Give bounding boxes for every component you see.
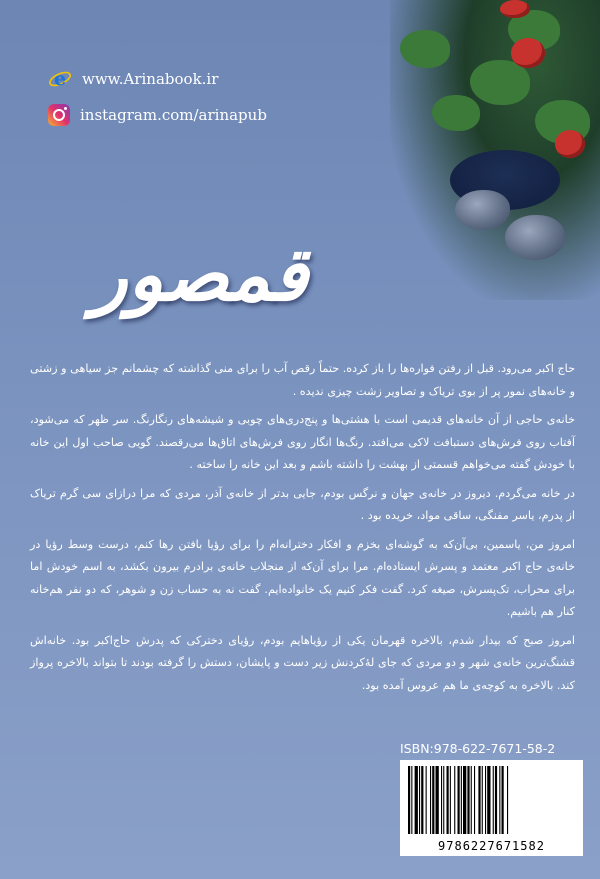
barcode-bar <box>447 766 449 834</box>
barcode-bar <box>458 766 460 834</box>
website-row[interactable] <box>48 68 218 90</box>
barcode <box>400 760 583 856</box>
barcode-bar <box>441 766 442 834</box>
barcode-bar <box>415 766 418 834</box>
barcode-bar <box>495 766 497 834</box>
barcode-bar <box>499 766 500 834</box>
instagram-link[interactable]: instagram.com/arinapub <box>80 106 267 124</box>
barcode-bar <box>493 766 494 834</box>
barcode-bar <box>463 766 466 834</box>
barcode-number: 9786227671582 <box>438 839 545 853</box>
geranium-flower <box>555 130 585 158</box>
barcode-bar <box>443 766 444 834</box>
barcode-bar <box>436 766 439 834</box>
barcode-bar <box>461 766 462 834</box>
isbn-label: ISBN:978-622-7671-58-2 <box>400 741 556 756</box>
barcode-bar <box>454 766 455 834</box>
barcode-bar <box>471 766 472 834</box>
svg-text:e: e <box>53 68 67 90</box>
instagram-icon <box>48 104 70 126</box>
website-link[interactable]: www.Arinabook.ir <box>82 70 219 88</box>
barcode-bar <box>507 766 508 834</box>
pigeon <box>455 190 510 230</box>
blurb-paragraph: امروز صبح که بیدار شدم، بالاخره قهرمان یکی از رؤیاهایم بودم، رؤیای دخترکی که پدرش حاج‌اکبر بود. خانه‌اش قشنگ‌ترین خانه‌ی شهر و دو مردی که جای لهٔ‌کردنش زیر دست و پایشان، دستش را گرفته بودند تا بتواند بالاخره پرواز کند. بالاخره به کوچه‌ی ما هم عروس آمده بود. <box>30 633 575 692</box>
barcode-bar <box>419 766 420 834</box>
barcode-bar <box>467 766 469 834</box>
leaf <box>432 95 480 131</box>
barcode-bar <box>478 766 480 834</box>
barcode-bar <box>450 766 451 834</box>
pigeon <box>505 215 565 260</box>
barcode-bar <box>408 766 410 834</box>
barcode-bar <box>432 766 434 834</box>
barcode-bar <box>502 766 504 834</box>
geranium-flower <box>500 0 530 18</box>
blurb-paragraph: امروز من، یاسمین، بی‌آن‌که به گوشه‌ای بخزم و افکار دخترانه‌ام را برای رؤیا بافتن رها کنم، درست وسط رؤیا در خانه‌ی حاج اکبر معتمد و پسرش ایستاده‌ام. مرا برای آن‌که از منجلاب خانه‌ی برادرم بیرون بکشد، به اسم خودش اما برای محراب، تک‌پسرش، صیغه کرد. گفت فکر کنیم یک خانواده‌ایم. گفت نه به حساب زن و شوهر، که دو نفر هم‌خانه کنار هم باشیم. <box>30 537 575 618</box>
barcode-bar <box>485 766 486 834</box>
geranium-flower <box>511 38 545 68</box>
instagram-row[interactable] <box>48 104 267 126</box>
barcode-bar <box>430 766 431 834</box>
internet-explorer-icon <box>48 68 72 90</box>
barcode-bar <box>487 766 490 834</box>
barcode-bar <box>421 766 423 834</box>
back-cover-blurb <box>30 358 575 703</box>
blurb-paragraph: در خانه می‌گردم. دیروز در خانه‌ی جهان و نرگس بودم، جایی بدتر از خانه‌ی آذر، مردی که مرا درازای سی گرم تریاک از پدرم، یاسر مفنگی، ساقی مواد، خریده بود . <box>30 486 575 522</box>
barcode-bar <box>411 766 412 834</box>
leaf <box>400 30 450 68</box>
barcode-bars <box>408 766 575 834</box>
book-title: قمصور <box>91 232 309 318</box>
cover-photo-plants-pigeons <box>390 0 600 300</box>
blurb-paragraph: حاج اکبر می‌رود. قبل از رفتن فواره‌ها را باز کرده. حتماً رقص آب را برای منی گذاشته که چشمانم جز سیاهی و زشتی و خانه‌های نمور پر از بوی تریاک و تصاویر زشت چیزی ندیده . <box>30 362 575 398</box>
barcode-bar <box>474 766 475 834</box>
blurb-paragraph: خانه‌ی حاجی از آن خانه‌های قدیمی است با هشتی‌ها و پنج‌دری‌های چوبی و شیشه‌های رنگارنگ. سر ظهر که می‌شود، آفتاب روی فرش‌های دستبافت لاکی می‌افتد. رنگ‌ها انگار روی فرش‌های اتاق‌ها می‌رقصند. گویی صاحب اول این خانه با خودش گفته می‌خواهم قسمتی از بهشت را داشته باشم و بعد این خانه را ساخته . <box>30 413 575 471</box>
barcode-bar <box>482 766 483 834</box>
barcode-bar <box>426 766 427 834</box>
